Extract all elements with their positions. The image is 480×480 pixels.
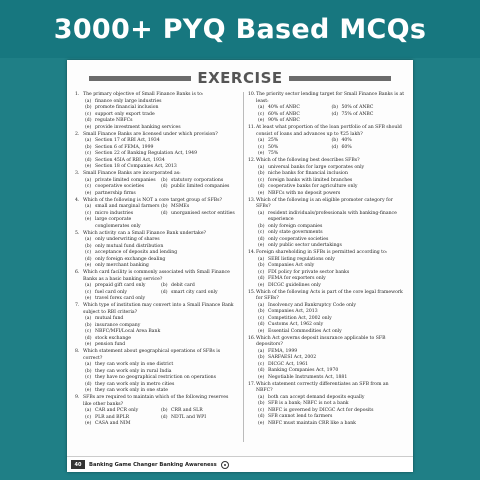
question-text: At least what proportion of the loan portfolio of an SFB should consist of loans and advances up to ₹25 lakh? [256,125,402,137]
options-list [75,316,237,349]
option-text: NBFC is governed by DICGC Act for deposits [268,407,374,413]
page-footer [67,456,413,472]
option-letter: (b) [258,171,265,176]
options-list [248,165,405,198]
option-letter: (e) [85,124,92,130]
question-number: 6. [75,270,80,275]
option-letter: (b) [258,355,265,360]
option-letter: (a) [85,316,92,321]
option-letter: (d) [258,368,265,373]
question-text-row [75,395,237,408]
options-list [248,303,405,336]
option [258,329,405,336]
question-number: 11. [248,125,256,130]
option [332,145,406,152]
question-number: 15. [248,289,256,295]
question-text: The primary objective of Small Finance Banks is to: [83,92,204,97]
option-text: they can work only in one district [95,362,174,367]
option-text: 50% [268,144,279,150]
option-letter: (b) [161,177,168,183]
options-list [75,204,237,230]
question-text: Small Finance Banks are incorporated as: [83,171,181,176]
option-text: foreign banks with limited branches [268,177,353,183]
question-number: 13. [248,197,256,203]
option-text: Section 17 of RBI Act, 1934 [95,138,160,143]
question [75,132,237,171]
question [248,92,405,125]
option-letter: (c) [85,375,92,380]
question [248,125,405,158]
option-text: promote financial inclusion [95,105,159,110]
question-number: 4. [75,197,80,203]
option-letter: (c) [258,361,265,367]
option-text: DICGC Act, 1961 [268,361,309,367]
option-text: NBFC/MFI/Local Area Bank [95,329,161,334]
options-list [248,138,405,158]
option-text: Customs Act, 1962 only [268,322,324,327]
option-text: only public sector undertakings [268,243,342,248]
options-list [248,349,405,382]
question-number: 5. [75,230,80,236]
option-letter: (a) [85,408,92,413]
option-letter: (e) [85,421,92,426]
option-letter: (e) [258,190,265,196]
option-text: cooperative banks for agriculture only [268,184,358,189]
option-letter: (c) [258,177,265,183]
option-text: CAR and PCR only [95,408,139,413]
option-letter: (b) [258,223,265,229]
option [85,342,237,349]
question-text: SFBs are required to maintain which of the following reserves like other banks? [83,395,229,407]
option-text: 40% of ANBC [268,105,300,110]
option-letter: (e) [85,217,92,222]
option [258,421,405,428]
option-text: 90% of ANBC [268,118,300,123]
footer-book-title: Banking Game Changer Banking Awareness [89,461,217,468]
option-letter: (a) [85,283,92,288]
option-text: prepaid gift card only [95,283,146,288]
option-text: debit card [171,283,195,288]
option-text: Section 45IA of RBI Act, 1934 [95,157,165,163]
question-number: 3. [75,171,80,176]
question-number: 9. [75,395,80,400]
option-letter: (a) [258,164,265,170]
option [332,112,406,119]
option-letter: (d) [85,118,92,123]
option [85,164,237,171]
question-text: Which card facility is commonly associated with Small Finance Banks as a basic banking service? [83,270,230,282]
option-text: NDTL and WPI [171,414,207,420]
page-number: 40 [71,460,85,469]
option-text: insurance company [95,322,141,328]
options-list [248,395,405,428]
option-text: Banking Companies Act, 1970 [268,368,339,373]
question-text: Which of the following is an eligible promoter category for SFBs? [256,197,393,209]
option-letter: (b) [85,105,92,110]
option-letter: (c) [85,250,92,255]
option-text: Insolvency and Bankruptcy Code only [268,302,356,308]
question [75,231,237,270]
options-list [75,237,237,270]
question [248,336,405,382]
question [75,270,237,303]
option-letter: (c) [258,269,265,275]
question-number: 10. [248,92,256,97]
question-text: Which statement about geographical operations of SFBs is correct? [83,349,221,361]
option-text: only merchant banking [95,263,149,268]
option-letter: (b) [331,105,339,110]
option-letter: (e) [85,342,92,347]
question-columns [75,92,405,442]
option-letter: (c) [258,144,265,150]
option-letter: (d) [85,381,92,387]
options-list [75,178,237,198]
option-text: regulate NBFCs [95,118,133,123]
question-text: The priority sector lending target for Small Finance Banks is at least: [256,92,405,104]
option-text: SFB cannot lend to farmers [268,414,333,419]
option-text: CRR and SLR [171,408,203,413]
option-text: NBFC must maintain CRR like a bank [268,420,356,426]
option-text: Section 6 of FEMA, 1999 [95,144,154,150]
question-text-row [248,125,405,138]
option-letter: (e) [258,328,265,334]
option-letter: (b) [331,138,339,143]
options-list [75,408,237,428]
option [85,263,237,270]
option [161,184,237,191]
option-letter: (c) [85,111,92,117]
option-letter: (d) [258,236,265,242]
option-text: only foreign exchange dealing [95,256,166,262]
option-letter: (c) [258,315,265,321]
option [258,211,405,224]
option-text: small and marginal farmers [95,204,160,209]
option-text: only state governments [268,230,323,235]
option-letter: (b) [85,368,92,374]
option-text: stock exchange [95,335,131,341]
question-text: Small Finance Banks are licensed under which provision? [83,131,218,137]
header-bar-left [89,76,191,81]
option-text: SEBI listing regulations only [268,256,335,262]
option-text: finance only large industries [95,98,162,104]
option-text: 75% of ANBC [341,111,374,117]
option-letter: (d) [258,184,265,189]
option-text: they can work only in one state [95,388,168,393]
option-letter: (d) [161,210,168,216]
option [161,415,237,422]
option-text: 75% [268,151,279,156]
option-letter: (d) [161,184,168,189]
exercise-header [89,70,391,86]
option-letter: (e) [258,243,265,248]
left-column [75,92,237,442]
options-list [248,211,405,250]
option-text: 40% [341,138,352,143]
question-number: 8. [75,349,80,354]
option-text: PLR and BPLR [95,414,130,420]
option-text: unorganised sector entities [171,210,235,216]
option-letter: (e) [258,282,265,288]
option-letter: (e) [85,296,92,301]
option [258,118,332,125]
option-letter: (b) [258,309,265,314]
question-text: Which statement correctly differentiates an SFB from an NBFC? [256,381,389,393]
option-letter: (a) [258,256,265,262]
option [258,191,405,198]
question [75,171,237,197]
option-letter: (d) [85,256,92,262]
option-text: Competition Act, 2002 only [268,315,332,321]
option-text: only underwriting of shares [95,237,160,242]
option-letter: (a) [85,237,92,242]
option-text: only cooperative societies [268,236,329,242]
exercise-title: EXERCISE [197,69,283,87]
question-text: Which of the following Acts is part of the core legal framework for SFBs? [256,289,403,301]
option-text: Companies Act, 2013 [268,309,318,314]
option [258,243,405,250]
option-text: universal banks for large corporates only [268,164,365,170]
option-text: SARFAESI Act, 2002 [268,355,317,360]
option-letter: (a) [85,204,92,209]
option-letter: (c) [85,329,92,334]
option-letter: (a) [258,348,265,354]
option-letter: (d) [258,414,265,419]
question-text-row [248,336,405,349]
question-number: 16. [248,335,256,341]
option-text: support only export trade [95,111,155,117]
question [75,395,237,428]
right-column [243,92,405,442]
option-letter: (d) [85,157,92,163]
option-letter: (a) [258,394,265,400]
banner-title: 3000+ PYQ Based MCQs [53,13,427,45]
option-letter: (a) [85,362,92,367]
option-text: mutual fund [95,316,124,321]
option-letter: (b) [258,263,265,268]
question-text-row [75,303,237,316]
question-text-row [248,382,405,395]
option-letter: (b) [161,204,168,209]
option-text: DICGC guidelines only [268,282,321,288]
option-letter: (a) [258,302,265,308]
option-letter: (d) [161,414,168,420]
option-letter: (b) [161,408,168,413]
option-text: acceptance of deposits and lending [95,250,178,255]
option-text: provide investment banking services [95,124,181,130]
option [258,151,332,158]
question-text: Which of the following is NOT a core target group of SFBs? [83,197,222,203]
option-text: FDI policy for private sector banks [268,269,350,275]
option-text: micro industries [95,210,134,216]
option-letter: (e) [85,388,92,393]
options-list [75,99,237,132]
option-letter: (d) [258,322,265,327]
option-text: Companies Act only [268,263,315,268]
option-letter: (a) [258,138,265,143]
question-text-row [75,349,237,362]
question [75,303,237,349]
options-list [75,362,237,395]
options-list [75,138,237,171]
question-number: 2. [75,131,80,137]
question-text-row [248,290,405,303]
option-letter: (c) [258,407,265,413]
question-text-row [248,198,405,211]
option-text: fuel card only [95,289,128,295]
option-text: they can work only in metro cities [95,381,175,387]
option-letter: (c) [258,111,265,117]
option-text: private limited companies [95,177,156,183]
header-bar-right [289,76,391,81]
option-text: FEMA, 1999 [268,348,298,354]
option-text: CASA and NIM [95,421,131,426]
option-letter: (a) [258,210,265,216]
option [85,125,237,132]
option-letter: (c) [85,289,92,295]
option-text: statutory corporations [171,177,224,183]
option-letter: (b) [85,322,92,328]
question-text: Foreign shareholding in SFBs is permitted according to: [256,250,388,255]
option-letter: (c) [85,151,92,156]
option-text: MSMEs [171,204,190,209]
option [85,388,237,395]
option-text: partnership firms [95,190,136,196]
option-letter: (d) [331,111,339,117]
option-letter: (c) [85,414,92,420]
question-number: 14. [248,250,256,255]
option [85,217,161,230]
question [248,290,405,336]
option-text: Section 22 of Banking Regulation Act, 1949 [95,151,197,156]
option [85,191,161,198]
book-page [67,60,413,472]
publisher-logo-icon [221,461,229,469]
option-letter: (e) [258,420,265,426]
banner [0,0,480,58]
question-text-row [248,92,405,105]
option-text: FEMA for exporters only [268,276,326,281]
option-text: large corporate conglomerates only [95,217,141,229]
option-letter: (c) [85,210,92,216]
option-text: 50% of ANBC [341,105,374,110]
option-text: they can work only in rural India [95,368,172,374]
option-letter: (e) [258,374,265,380]
option-letter: (b) [85,144,92,150]
option [161,290,237,297]
question [75,92,237,131]
question-number: 12. [248,158,256,163]
option-letter: (d) [85,335,92,341]
question [248,250,405,289]
question-number: 7. [75,303,80,308]
option-text: 25% [268,138,279,143]
question [75,349,237,395]
option-text: NBFCs with no deposit powers [268,190,341,196]
question [248,382,405,428]
question [248,158,405,197]
option-text: resident individuals/professionals with banking-finance experience [268,210,397,222]
option-text: only mutual fund distribution [95,243,164,249]
option-letter: (b) [85,243,92,249]
option-letter: (a) [85,98,92,104]
option-text: niche banks for financial inclusion [268,171,348,176]
option-text: pension fund [95,342,126,347]
option-letter: (a) [85,138,92,143]
option-letter: (d) [331,144,339,150]
option-text: Section 18 of Companies Act, 2013 [95,164,177,169]
options-list [75,283,237,303]
option-letter: (a) [258,105,265,110]
question-number: 17. [248,381,256,387]
option-text: SFB is a bank; NBFC is not a bank [268,401,349,406]
option [161,211,237,218]
option [85,296,161,303]
option-letter: (d) [161,289,168,295]
option-letter: (e) [85,164,92,169]
question-text: Which type of institution may convert into a Small Finance Bank subject to RBI criteria? [83,303,234,315]
question-text-row [75,270,237,283]
option-letter: (b) [258,401,265,406]
option-text: both can accept demand deposits equally [268,394,365,400]
option-text: 60% [341,144,352,150]
option [258,283,405,290]
option-letter: (e) [85,190,92,196]
question [248,198,405,250]
option-letter: (b) [161,283,168,288]
question-text: Which of the following best describes SFBs? [256,158,360,163]
option-text: Negotiable Instruments Act, 1881 [268,374,348,380]
option-text: public limited companies [171,184,230,189]
option-text: only foreign companies [268,223,323,229]
option-text: smart city card only [171,289,218,295]
option-text: they have no geographical restriction on operations [95,375,216,380]
option-letter: (c) [85,184,92,189]
question-number: 1. [75,92,80,97]
option-letter: (c) [258,230,265,235]
option-letter: (e) [85,263,92,268]
option-text: 60% of ANBC [268,111,300,117]
option-text: travel forex card only [95,296,146,301]
option-letter: (a) [85,177,92,183]
option-letter: (d) [258,276,265,281]
option [85,421,161,428]
options-list [248,105,405,125]
question-text: Which activity can a Small Finance Bank undertake? [83,230,207,236]
option-letter: (e) [258,151,265,156]
options-list [248,257,405,290]
question-text: Which Act governs deposit insurance applicable to SFB depositors? [256,335,386,347]
option-text: cooperative societies [95,184,145,189]
option-text: Essential Commodities Act only [268,328,342,334]
option [258,375,405,382]
option-letter: (e) [258,118,265,123]
question [75,198,237,231]
